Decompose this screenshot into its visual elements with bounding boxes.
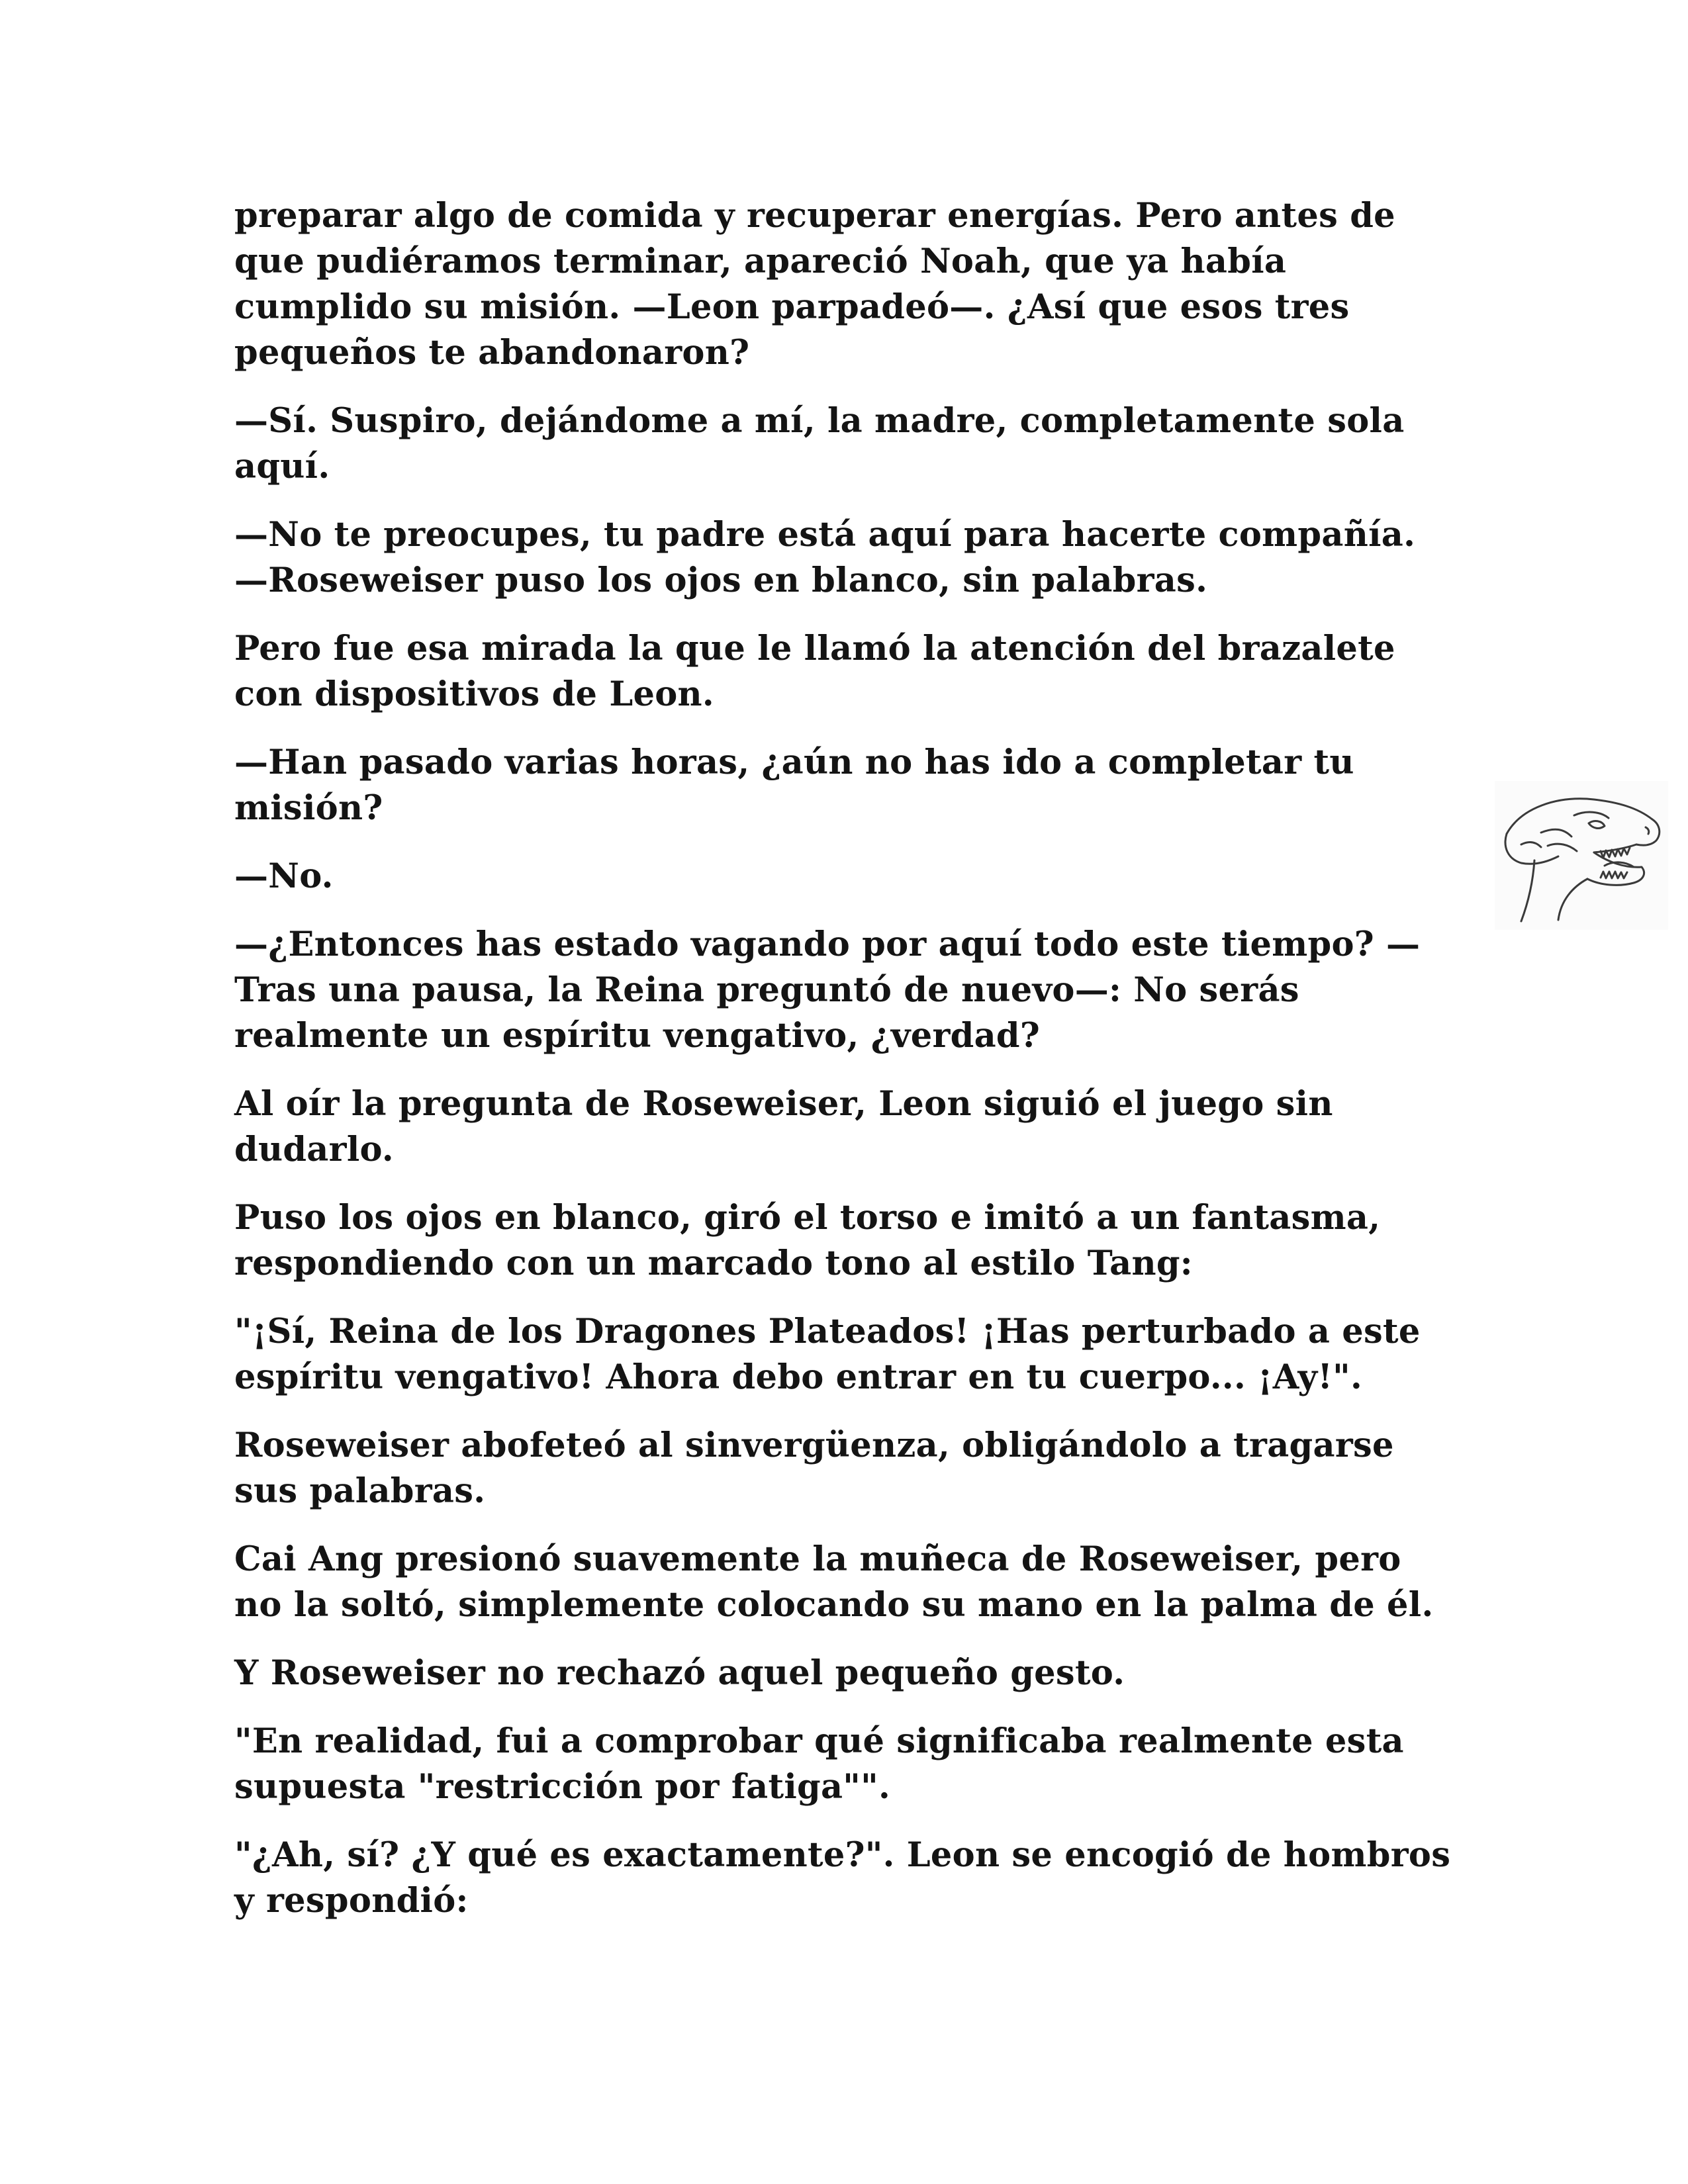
- paragraph: [234, 398, 1446, 490]
- paragraph: [234, 193, 1446, 376]
- paragraph: [234, 1195, 1446, 1287]
- paragraph: [234, 1833, 1451, 1924]
- text-line: —Roseweiser puso los ojos en blanco, sin palabras.: [234, 561, 1208, 600]
- paragraph: [234, 512, 1446, 604]
- text-line: Roseweiser abofeteó al sinvergüenza, obligándolo a tragarse: [234, 1426, 1394, 1465]
- text-line: y respondió:: [234, 1881, 469, 1921]
- text-line: Al oír la pregunta de Roseweiser, Leon siguió el juego sin: [234, 1084, 1333, 1124]
- body-text: [234, 193, 1451, 1946]
- text-line: supuesta "restricción por fatiga"".: [234, 1767, 891, 1807]
- text-line: que pudiéramos terminar, apareció Noah, que ya había: [234, 242, 1287, 281]
- text-line: —No.: [234, 856, 334, 896]
- text-line: —¿Entonces has estado vagando por aquí todo este tiempo? —: [234, 925, 1421, 964]
- paragraph: [234, 1081, 1446, 1173]
- paragraph: [234, 1423, 1446, 1514]
- text-line: realmente un espíritu vengativo, ¿verdad?: [234, 1016, 1041, 1056]
- text-line: "En realidad, fui a comprobar qué significaba realmente esta: [234, 1721, 1404, 1761]
- text-line: Y Roseweiser no rechazó aquel pequeño gesto.: [234, 1653, 1125, 1693]
- paragraph: [234, 922, 1446, 1059]
- text-line: —No te preocupes, tu padre está aquí para hacerte compañía.: [234, 515, 1416, 555]
- text-line: dudarlo.: [234, 1130, 394, 1169]
- text-line: pequeños te abandonaron?: [234, 333, 750, 373]
- paragraph: [234, 1309, 1446, 1400]
- dinosaur-head-sketch-icon: [1495, 781, 1668, 930]
- text-line: con dispositivos de Leon.: [234, 674, 714, 714]
- text-line: espíritu vengativo! Ahora debo entrar en tu cuerpo... ¡Ay!".: [234, 1357, 1363, 1397]
- text-line: Puso los ojos en blanco, giró el torso e imitó a un fantasma,: [234, 1198, 1381, 1238]
- text-line: misión?: [234, 788, 383, 828]
- text-line: sus palabras.: [234, 1471, 486, 1511]
- text-line: "¡Sí, Reina de los Dragones Plateados! ¡Has perturbado a este: [234, 1312, 1421, 1351]
- text-line: "¿Ah, sí? ¿Y qué es exactamente?". Leon se encogió de hombros: [234, 1835, 1451, 1875]
- paragraph: [234, 1537, 1446, 1628]
- text-line: preparar algo de comida y recuperar energías. Pero antes de: [234, 196, 1395, 236]
- text-line: Tras una pausa, la Reina preguntó de nuevo—: No serás: [234, 970, 1299, 1010]
- paragraph: [234, 854, 1446, 899]
- paragraph: [234, 626, 1446, 717]
- paragraph: [234, 1719, 1446, 1810]
- text-line: Pero fue esa mirada la que le llamó la atención del brazalete: [234, 629, 1395, 668]
- text-line: aquí.: [234, 447, 330, 486]
- text-line: —Sí. Suspiro, dejándome a mí, la madre, completamente sola: [234, 401, 1405, 441]
- text-line: —Han pasado varias horas, ¿aún no has ido a completar tu: [234, 743, 1354, 782]
- paragraph: [234, 740, 1446, 831]
- paragraph: [234, 1651, 1446, 1696]
- text-line: respondiendo con un marcado tono al estilo Tang:: [234, 1244, 1193, 1283]
- text-line: cumplido su misión. —Leon parpadeó—. ¿Así que esos tres: [234, 287, 1350, 327]
- text-line: no la soltó, simplemente colocando su mano en la palma de él.: [234, 1585, 1434, 1625]
- text-line: Cai Ang presionó suavemente la muñeca de Roseweiser, pero: [234, 1539, 1401, 1579]
